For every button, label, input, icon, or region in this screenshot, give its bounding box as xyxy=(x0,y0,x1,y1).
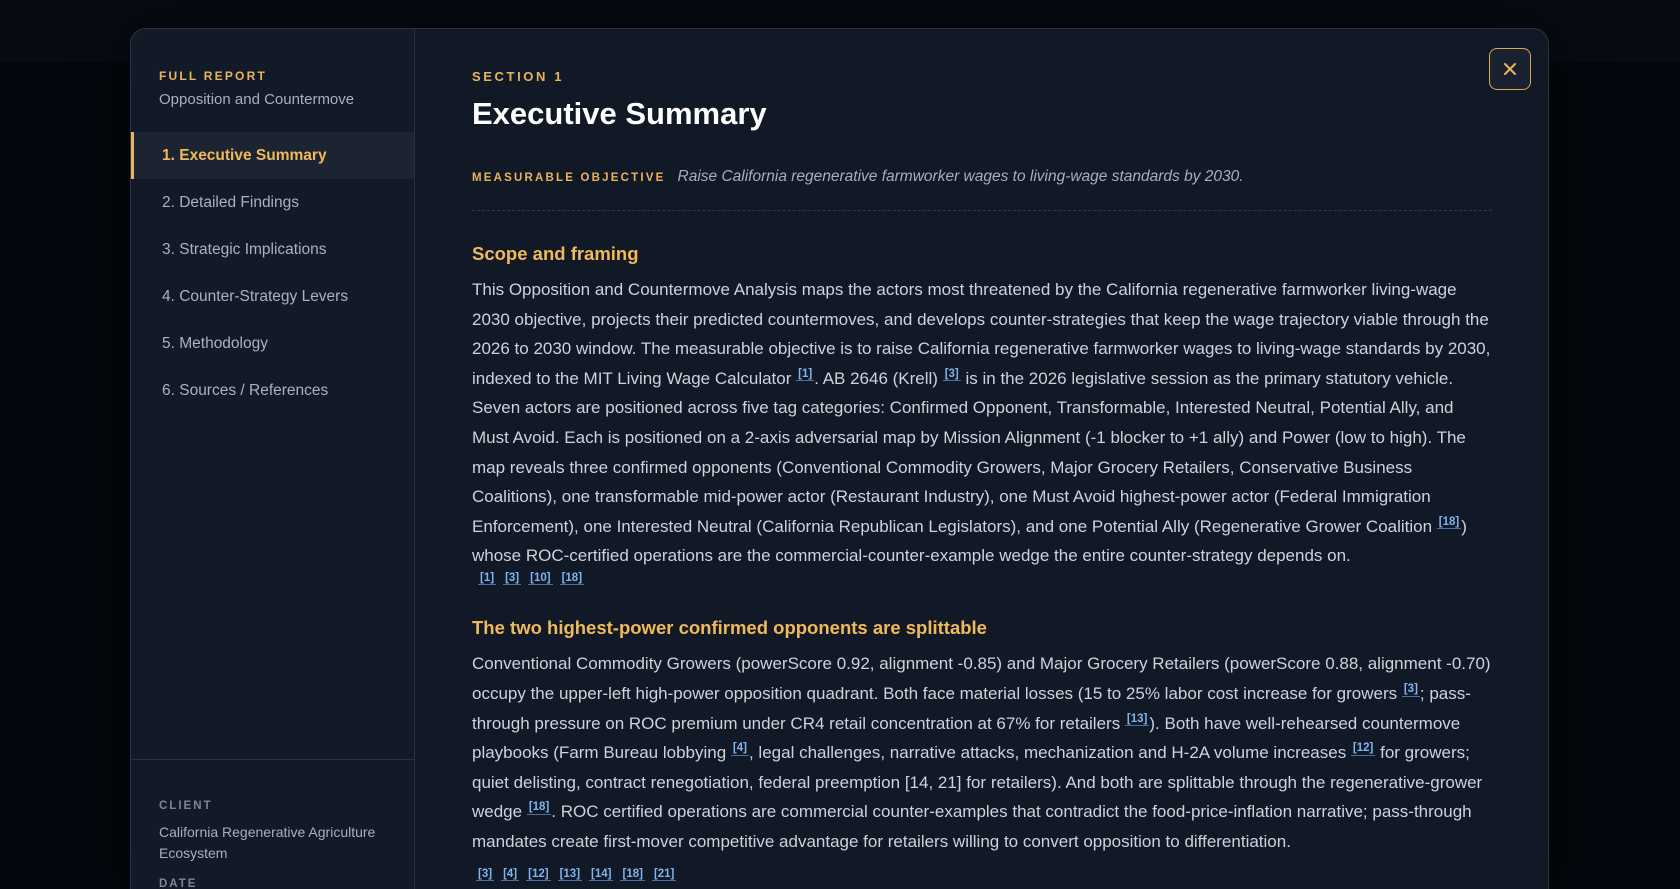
citation-link[interactable]: [21] xyxy=(653,867,675,880)
citation-link[interactable]: [14] xyxy=(591,867,612,880)
scope-text-3: is in the 2026 legislative session as the primary statutory vehicle. Seven actors are positioned across five tag categories: Confirmed Opponent, Transformable, Interested Neutral, Potential Ally, and Must Avoid. Each is positioned on a 2-axis adversarial map by Mission Alignment (-1 blocker to +1 ally) and Power (low to high). The map reveals three confirmed opponents (Conventional Commodity Growers, Major Grocery Retailers, Conservative Business Coalitions), one transformable mid-power actor (Restaurant Industry), one Must Avoid highest-power actor (Federal Immigration Enforcement), one Interested Neutral (California Republican Legislators), and one Potential Ally (Regenerative Grower Coalition xyxy=(472,368,1466,536)
opponents-section xyxy=(472,617,1492,886)
sidebar-header xyxy=(131,29,414,132)
citation-link[interactable]: [4] xyxy=(503,867,518,880)
close-icon xyxy=(1502,61,1518,77)
citation-link[interactable]: [4] xyxy=(732,742,747,755)
report-sidebar xyxy=(131,29,415,889)
citation-link[interactable]: [3] xyxy=(944,367,959,380)
citation-link[interactable]: [18] xyxy=(1438,515,1460,528)
toc-item-strategic-implications[interactable]: 3. Strategic Implications xyxy=(162,241,327,258)
toc-item-sources-references[interactable]: 6. Sources / References xyxy=(162,382,329,399)
opponents-text-2: ; pass-through pressure on ROC premium under CR4 retail concentration at 67% for retailers xyxy=(472,684,1471,733)
citation-link[interactable]: [18] xyxy=(528,801,550,814)
opponents-text-1: Conventional Commodity Growers (powerScore 0.92, alignment -0.85) and Major Grocery Retailers (powerScore 0.88, alignment -0.70) occupy the upper-left high-power opposition quadrant. Both face material losses (15 to 25% labor cost increase for growers xyxy=(472,654,1491,704)
opponents-citation-list xyxy=(476,869,676,882)
toc-item-executive-summary[interactable]: 1. Executive Summary xyxy=(131,132,414,179)
sidebar-eyebrow: FULL REPORT xyxy=(159,69,267,83)
citation-link[interactable]: [1] xyxy=(798,367,813,380)
citation-link[interactable]: [18] xyxy=(561,571,583,584)
toc-item-methodology[interactable]: 5. Methodology xyxy=(162,335,268,352)
citation-link[interactable]: [10] xyxy=(530,571,551,584)
opponents-text-6: . ROC certified operations are commercial counter-examples that contradict the food-price-inflation narrative; pass-through mandates create first-mover competitive advantage for retailers willing to convert opposition to differentiation. xyxy=(472,802,1472,851)
section-eyebrow: SECTION 1 xyxy=(472,69,565,84)
scope-text-4: ) whose ROC-certified operations are the commercial-counter-example wedge the entire counter-strategy depends on. xyxy=(472,516,1467,566)
opponents-text-5: for growers; quiet delisting, contract renegotiation, federal preemption [14, 21] for retailers). And both are splittable through the regenerative-grower wedge xyxy=(472,743,1483,822)
scope-text-1: This Opposition and Countermove Analysis maps the actors most threatened by the California regenerative farmworker living-wage 2030 objective, projects their predicted countermoves, and develops counter-strategies that keep the wage trajectory viable through the 2026 to 2030 window. The measurable objective is to raise California regenerative farmworker wages to living-wage standards by 2030, indexed to the MIT Living Wage Calculator xyxy=(472,280,1491,388)
scope-citation-list xyxy=(472,573,1492,586)
scope-section xyxy=(472,243,1492,585)
scope-heading: Scope and framing xyxy=(472,243,639,264)
opponents-paragraph xyxy=(472,649,1492,886)
citation-link[interactable]: [3] xyxy=(478,867,493,880)
citation-link[interactable]: [13] xyxy=(559,867,581,880)
toc-item-detailed-findings[interactable]: 2. Detailed Findings xyxy=(162,194,299,211)
scope-text-2: . AB 2646 (Krell) xyxy=(814,368,943,388)
table-of-contents xyxy=(131,132,414,414)
objective-label: MEASURABLE OBJECTIVE xyxy=(472,172,666,184)
client-label: CLIENT xyxy=(159,800,213,812)
opponents-text-4: , legal challenges, narrative attacks, mechanization and H-2A volume increases xyxy=(748,743,1351,763)
report-content[interactable] xyxy=(415,29,1549,889)
full-report-modal xyxy=(130,28,1549,889)
objective-text: Raise California regenerative farmworker wages to living-wage standards by 2030. xyxy=(677,168,1244,185)
citation-link[interactable]: [12] xyxy=(528,867,549,880)
citation-link[interactable]: [1] xyxy=(480,571,495,584)
client-value: California Regenerative Agriculture Ecosystem xyxy=(159,824,376,861)
date-label: DATE xyxy=(159,878,198,889)
citation-link[interactable]: [13] xyxy=(1126,712,1148,725)
opponents-text-3: ). Both have well-rehearsed countermove playbooks (Farm Bureau lobbying xyxy=(472,713,1461,763)
sidebar-subtitle: Opposition and Countermove xyxy=(159,91,355,108)
measurable-objective xyxy=(472,168,1492,211)
opponents-heading: The two highest-power confirmed opponents are splittable xyxy=(472,617,987,639)
citation-link[interactable]: [18] xyxy=(622,867,643,880)
close-button[interactable] xyxy=(1489,48,1531,90)
report-meta xyxy=(131,759,414,889)
page-title: Executive Summary xyxy=(472,96,767,131)
scope-paragraph xyxy=(472,275,1492,571)
citation-link[interactable]: [3] xyxy=(505,571,520,584)
citation-link[interactable]: [3] xyxy=(1403,683,1418,696)
citation-link[interactable]: [12] xyxy=(1352,742,1374,755)
toc-item-counter-strategy-levers[interactable]: 4. Counter-Strategy Levers xyxy=(162,288,349,305)
